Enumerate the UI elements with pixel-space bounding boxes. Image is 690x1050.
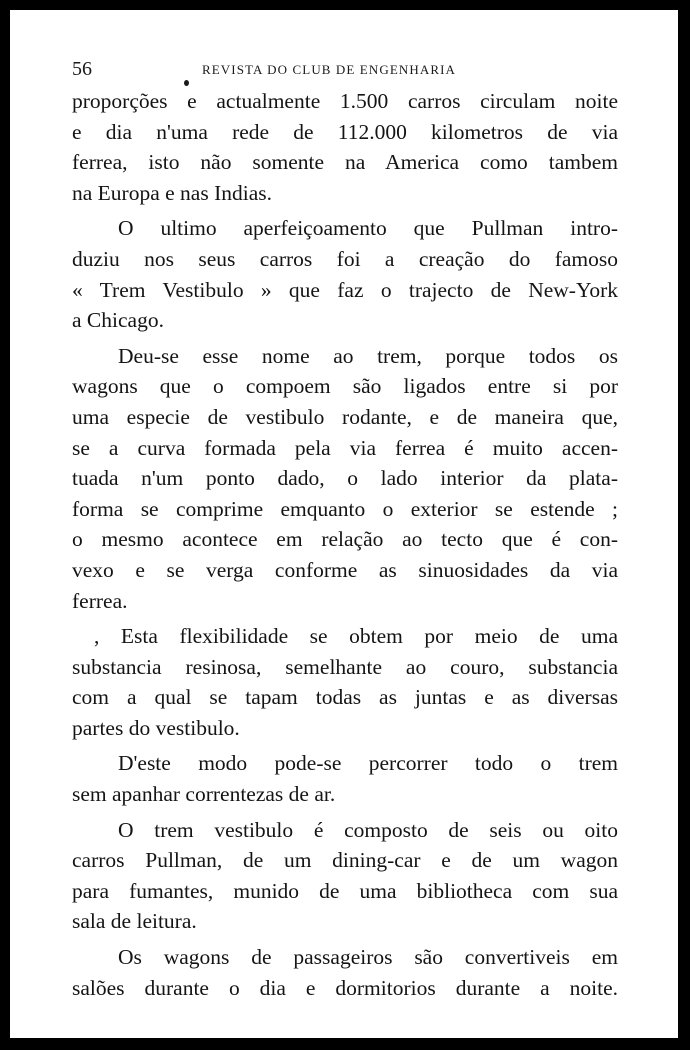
- text-line: a Chicago.: [72, 308, 164, 333]
- book-page: [10, 10, 678, 1038]
- text-line: duziu nos seus carros foi a creação do famoso: [72, 246, 618, 271]
- text-line: com a qual se tapam todas as juntas e as diversas: [72, 685, 618, 710]
- text-line: e dia n'uma rede de 112.000 kilometros de via: [72, 119, 618, 144]
- page-header: [72, 58, 618, 84]
- text-line: salões durante o dia e dormitorios durante a noite.: [72, 975, 618, 1000]
- text-line: ferrea.: [72, 588, 128, 613]
- text-line: sem apanhar correntezas de ar.: [72, 782, 336, 807]
- paragraph-4: [72, 621, 618, 743]
- body-text: [72, 86, 618, 1008]
- text-line: carros Pullman, de um dining-car e de um wagon: [72, 848, 618, 873]
- text-line: wagons que o compoem são ligados entre si por: [72, 374, 618, 399]
- running-head: REVISTA DO CLUB DE ENGENHARIA: [202, 62, 457, 77]
- paragraph-7: [72, 942, 618, 1003]
- text-line: ferrea, isto não somente na America como tambem: [72, 150, 618, 175]
- text-line: uma especie de vestibulo rodante, e de maneira que,: [72, 404, 618, 429]
- paragraph-3: [72, 341, 618, 616]
- paragraph-5: [72, 748, 618, 809]
- text-line: Os wagons de passageiros são convertiveis em: [118, 945, 618, 970]
- text-line: proporções e actualmente 1.500 carros circulam noite: [72, 89, 618, 113]
- text-line: sala de leitura.: [72, 909, 197, 934]
- text-line: para fumantes, munido de uma bibliotheca com sua: [72, 878, 618, 903]
- paragraph-6: [72, 815, 618, 937]
- text-line: , Esta flexibilidade se obtem por meio de uma: [94, 624, 618, 649]
- text-line: O ultimo aperfeiçoamento que Pullman intro-: [118, 216, 618, 241]
- text-line: vexo e se verga conforme as sinuosidades da via: [72, 557, 618, 582]
- text-line: partes do vestibulo.: [72, 715, 240, 740]
- paragraph-2: [72, 213, 618, 335]
- text-line: forma se comprime emquanto o exterior se estende ;: [72, 496, 618, 521]
- page-number: 56: [72, 58, 92, 80]
- text-line: se a curva formada pela via ferrea é muito accen-: [72, 435, 618, 460]
- text-line: O trem vestibulo é composto de seis ou oito: [118, 817, 618, 842]
- text-line: tuada n'um ponto dado, o lado interior da plata-: [72, 466, 618, 491]
- text-line: Deu-se esse nome ao trem, porque todos os: [118, 343, 618, 368]
- text-line: « Trem Vestibulo » que faz o trajecto de New-York: [72, 277, 618, 302]
- text-line: substancia resinosa, semelhante ao couro, substancia: [72, 654, 618, 679]
- text-line: o mesmo acontece em relação ao tecto que é con-: [72, 527, 618, 552]
- text-line: D'este modo pode-se percorrer todo o trem: [118, 751, 618, 776]
- text-line: na Europa e nas Indias.: [72, 180, 272, 205]
- paragraph-1: [72, 86, 618, 208]
